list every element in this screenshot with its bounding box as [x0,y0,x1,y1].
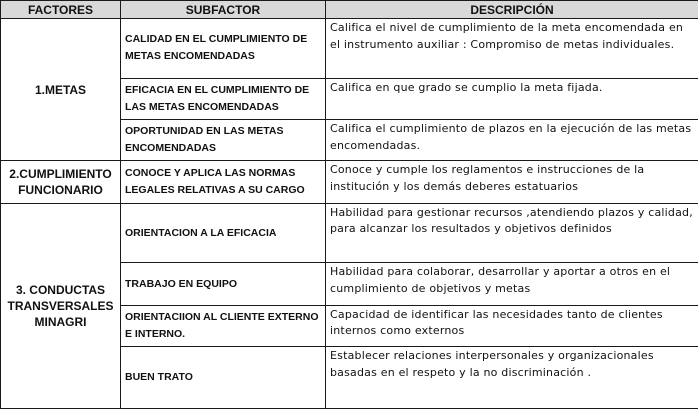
description-cell: Habilidad para colaborar, desarrollar y aportar a otros en el cumplimiento de objetivos y metas [326,263,698,305]
description-cell: Capacidad de identificar las necesidades tanto de clientes internos como externos [326,305,698,346]
factor-conductas-transversales: 3. CONDUCTAS TRANSVERSALES MINAGRI [1,203,121,408]
description-cell: Califica el nivel de cumplimiento de la meta encomendada en el instrumento auxiliar : Compromiso de metas individuales. [326,19,698,79]
subfactor-cell: BUEN TRATO [121,347,326,409]
description-cell: Conoce y cumple los reglamentos e instrucciones de la institución y los demás deberes estatuarios [326,161,698,203]
table-row [1,161,698,203]
table-row [1,19,698,79]
subfactor-cell: EFICACIA EN EL CUMPLIMIENTO DE LAS METAS ENCOMENDADAS [121,78,326,119]
subfactor-cell: OPORTUNIDAD EN LAS METAS ENCOMENDADAS [121,120,326,161]
description-cell: Establecer relaciones interpersonales y organizacionales basadas en el respeto y la no discriminación . [326,347,698,409]
subfactor-cell: TRABAJO EN EQUIPO [121,263,326,305]
header-factores: FACTORES [1,1,121,19]
subfactor-cell: ORIENTACIION AL CLIENTE EXTERNO E INTERNO. [121,305,326,346]
description-cell: Califica en que grado se cumplio la meta fijada. [326,78,698,119]
description-cell: Habilidad para gestionar recursos ,atendiendo plazos y calidad, para alcanzar los resultados y objetivos definidos [326,203,698,263]
subfactor-cell: CALIDAD EN EL CUMPLIMIENTO DE METAS ENCOMENDADAS [121,19,326,79]
factor-metas: 1.METAS [1,19,121,161]
header-subfactor: SUBFACTOR [121,1,326,19]
subfactor-cell: ORIENTACION A LA EFICACIA [121,203,326,263]
subfactor-cell: CONOCE Y APLICA LAS NORMAS LEGALES RELATIVAS A SU CARGO [121,161,326,203]
factor-cumplimiento-funcionario: 2.CUMPLIMIENTO FUNCIONARIO [1,161,121,203]
header-descripcion: DESCRIPCIÓN [326,1,698,19]
header-row [1,1,698,19]
table-row [1,203,698,263]
description-cell: Califica el cumplimiento de plazos en la ejecución de las metas encomendadas. [326,120,698,161]
